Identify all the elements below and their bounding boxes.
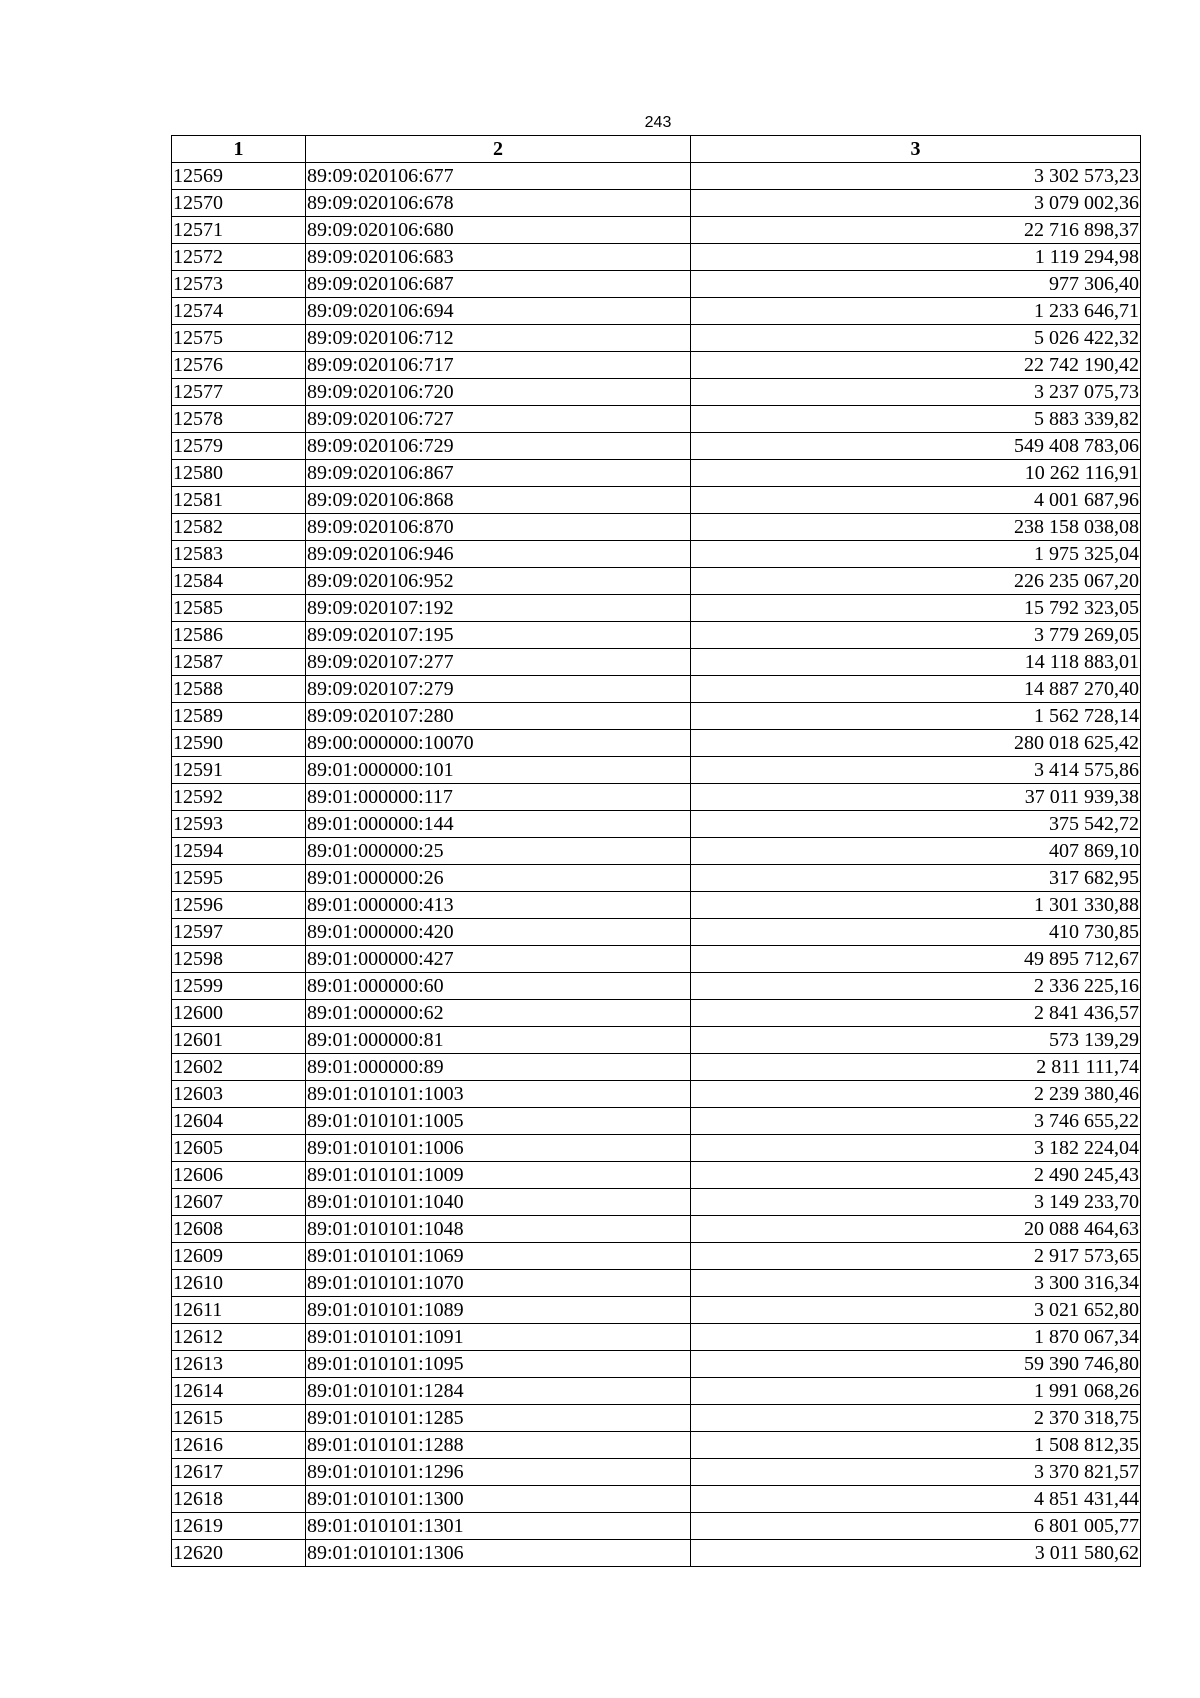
row-number-cell: 12580 (172, 460, 306, 487)
row-number-cell: 12603 (172, 1081, 306, 1108)
cadastral-value-cell: 3 370 821,57 (691, 1459, 1141, 1486)
table-row (172, 1324, 1141, 1351)
cadastral-value-cell: 22 716 898,37 (691, 217, 1141, 244)
table-row (172, 1027, 1141, 1054)
cadastral-number-cell: 89:01:000000:101 (306, 757, 691, 784)
table-row (172, 1459, 1141, 1486)
column-header-1: 1 (172, 136, 306, 163)
cadastral-value-cell: 2 336 225,16 (691, 973, 1141, 1000)
cadastral-number-cell: 89:09:020106:687 (306, 271, 691, 298)
cadastral-value-cell: 3 079 002,36 (691, 190, 1141, 217)
table-row (172, 865, 1141, 892)
cadastral-number-cell: 89:09:020106:867 (306, 460, 691, 487)
row-number-cell: 12587 (172, 649, 306, 676)
row-number-cell: 12620 (172, 1540, 306, 1567)
table-row (172, 919, 1141, 946)
cadastral-value-cell: 2 370 318,75 (691, 1405, 1141, 1432)
table-row (172, 784, 1141, 811)
table-row (172, 1540, 1141, 1567)
cadastral-number-cell: 89:09:020106:946 (306, 541, 691, 568)
cadastral-number-cell: 89:01:000000:89 (306, 1054, 691, 1081)
cadastral-value-cell: 573 139,29 (691, 1027, 1141, 1054)
cadastral-number-cell: 89:01:000000:413 (306, 892, 691, 919)
row-number-cell: 12599 (172, 973, 306, 1000)
cadastral-value-cell: 10 262 116,91 (691, 460, 1141, 487)
row-number-cell: 12612 (172, 1324, 306, 1351)
table-row (172, 379, 1141, 406)
cadastral-number-cell: 89:01:010101:1095 (306, 1351, 691, 1378)
table-row (172, 1378, 1141, 1405)
cadastral-number-cell: 89:01:010101:1306 (306, 1540, 691, 1567)
cadastral-number-cell: 89:01:000000:60 (306, 973, 691, 1000)
cadastral-value-cell: 317 682,95 (691, 865, 1141, 892)
cadastral-value-cell: 1 508 812,35 (691, 1432, 1141, 1459)
cadastral-value-cell: 5 026 422,32 (691, 325, 1141, 352)
table-row (172, 1405, 1141, 1432)
cadastral-number-cell: 89:09:020107:277 (306, 649, 691, 676)
table-row (172, 1189, 1141, 1216)
table-row (172, 811, 1141, 838)
table-row (172, 487, 1141, 514)
table-row (172, 649, 1141, 676)
row-number-cell: 12582 (172, 514, 306, 541)
cadastral-value-cell: 6 801 005,77 (691, 1513, 1141, 1540)
row-number-cell: 12584 (172, 568, 306, 595)
column-header-2: 2 (306, 136, 691, 163)
row-number-cell: 12606 (172, 1162, 306, 1189)
row-number-cell: 12613 (172, 1351, 306, 1378)
table-row (172, 946, 1141, 973)
row-number-cell: 12570 (172, 190, 306, 217)
cadastral-value-cell: 3 237 075,73 (691, 379, 1141, 406)
table-row (172, 325, 1141, 352)
row-number-cell: 12591 (172, 757, 306, 784)
cadastral-value-cell: 14 118 883,01 (691, 649, 1141, 676)
table-row (172, 514, 1141, 541)
cadastral-number-cell: 89:01:010101:1296 (306, 1459, 691, 1486)
cadastral-value-cell: 549 408 783,06 (691, 433, 1141, 460)
row-number-cell: 12611 (172, 1297, 306, 1324)
row-number-cell: 12610 (172, 1270, 306, 1297)
row-number-cell: 12572 (172, 244, 306, 271)
cadastral-number-cell: 89:01:010101:1005 (306, 1108, 691, 1135)
cadastral-value-cell: 3 302 573,23 (691, 163, 1141, 190)
cadastral-number-cell: 89:01:000000:26 (306, 865, 691, 892)
cadastral-number-cell: 89:09:020106:952 (306, 568, 691, 595)
table-row (172, 1162, 1141, 1189)
cadastral-value-cell: 1 562 728,14 (691, 703, 1141, 730)
cadastral-number-cell: 89:09:020107:195 (306, 622, 691, 649)
table-row (172, 352, 1141, 379)
row-number-cell: 12615 (172, 1405, 306, 1432)
cadastral-number-cell: 89:09:020107:279 (306, 676, 691, 703)
cadastral-value-cell: 407 869,10 (691, 838, 1141, 865)
cadastral-number-cell: 89:01:000000:144 (306, 811, 691, 838)
cadastral-value-cell: 2 841 436,57 (691, 1000, 1141, 1027)
row-number-cell: 12595 (172, 865, 306, 892)
cadastral-value-cell: 280 018 625,42 (691, 730, 1141, 757)
cadastral-value-cell: 2 239 380,46 (691, 1081, 1141, 1108)
table-row (172, 217, 1141, 244)
row-number-cell: 12614 (172, 1378, 306, 1405)
table-row (172, 1216, 1141, 1243)
row-number-cell: 12592 (172, 784, 306, 811)
cadastral-value-cell: 3 746 655,22 (691, 1108, 1141, 1135)
cadastral-number-cell: 89:09:020106:720 (306, 379, 691, 406)
table-row (172, 676, 1141, 703)
row-number-cell: 12593 (172, 811, 306, 838)
cadastral-number-cell: 89:09:020106:729 (306, 433, 691, 460)
cadastral-number-cell: 89:09:020106:694 (306, 298, 691, 325)
row-number-cell: 12594 (172, 838, 306, 865)
cadastral-value-cell: 22 742 190,42 (691, 352, 1141, 379)
cadastral-number-cell: 89:01:010101:1003 (306, 1081, 691, 1108)
row-number-cell: 12604 (172, 1108, 306, 1135)
cadastral-value-cell: 977 306,40 (691, 271, 1141, 298)
cadastral-value-cell: 2 490 245,43 (691, 1162, 1141, 1189)
table-row (172, 163, 1141, 190)
cadastral-number-cell: 89:01:010101:1300 (306, 1486, 691, 1513)
table-row (172, 622, 1141, 649)
cadastral-value-cell: 238 158 038,08 (691, 514, 1141, 541)
cadastral-number-cell: 89:01:010101:1048 (306, 1216, 691, 1243)
table-row (172, 595, 1141, 622)
cadastral-number-cell: 89:09:020106:678 (306, 190, 691, 217)
cadastral-value-cell: 1 975 325,04 (691, 541, 1141, 568)
row-number-cell: 12574 (172, 298, 306, 325)
cadastral-number-cell: 89:09:020106:868 (306, 487, 691, 514)
cadastral-number-cell: 89:01:000000:25 (306, 838, 691, 865)
table-row (172, 1054, 1141, 1081)
row-number-cell: 12576 (172, 352, 306, 379)
cadastral-number-cell: 89:09:020106:683 (306, 244, 691, 271)
row-number-cell: 12608 (172, 1216, 306, 1243)
row-number-cell: 12605 (172, 1135, 306, 1162)
cadastral-value-cell: 3 414 575,86 (691, 757, 1141, 784)
row-number-cell: 12588 (172, 676, 306, 703)
cadastral-value-cell: 15 792 323,05 (691, 595, 1141, 622)
cadastral-number-cell: 89:09:020106:717 (306, 352, 691, 379)
row-number-cell: 12596 (172, 892, 306, 919)
row-number-cell: 12583 (172, 541, 306, 568)
table-row (172, 703, 1141, 730)
row-number-cell: 12589 (172, 703, 306, 730)
row-number-cell: 12575 (172, 325, 306, 352)
table-row (172, 757, 1141, 784)
cadastral-number-cell: 89:09:020107:192 (306, 595, 691, 622)
table-row (172, 1000, 1141, 1027)
table-row (172, 298, 1141, 325)
row-number-cell: 12616 (172, 1432, 306, 1459)
row-number-cell: 12571 (172, 217, 306, 244)
row-number-cell: 12601 (172, 1027, 306, 1054)
row-number-cell: 12617 (172, 1459, 306, 1486)
row-number-cell: 12609 (172, 1243, 306, 1270)
cadastral-value-cell: 1 119 294,98 (691, 244, 1141, 271)
row-number-cell: 12619 (172, 1513, 306, 1540)
cadastral-value-cell: 1 870 067,34 (691, 1324, 1141, 1351)
row-number-cell: 12569 (172, 163, 306, 190)
cadastral-value-cell: 4 001 687,96 (691, 487, 1141, 514)
cadastral-value-cell: 1 991 068,26 (691, 1378, 1141, 1405)
table-row (172, 244, 1141, 271)
row-number-cell: 12590 (172, 730, 306, 757)
cadastral-number-cell: 89:01:000000:117 (306, 784, 691, 811)
table-row (172, 892, 1141, 919)
page-number: 243 (644, 114, 672, 131)
table-row (172, 1513, 1141, 1540)
cadastral-value-cell: 3 300 316,34 (691, 1270, 1141, 1297)
cadastral-number-cell: 89:00:000000:10070 (306, 730, 691, 757)
table-row (172, 973, 1141, 1000)
cadastral-number-cell: 89:09:020106:727 (306, 406, 691, 433)
cadastral-value-cell: 5 883 339,82 (691, 406, 1141, 433)
table-row (172, 1486, 1141, 1513)
table-row (172, 1297, 1141, 1324)
cadastral-value-cell: 3 149 233,70 (691, 1189, 1141, 1216)
cadastral-number-cell: 89:01:010101:1284 (306, 1378, 691, 1405)
cadastral-number-cell: 89:01:010101:1285 (306, 1405, 691, 1432)
cadastral-value-cell: 1 233 646,71 (691, 298, 1141, 325)
table-row (172, 1351, 1141, 1378)
table-row (172, 568, 1141, 595)
cadastral-number-cell: 89:01:010101:1301 (306, 1513, 691, 1540)
cadastral-value-cell: 410 730,85 (691, 919, 1141, 946)
cadastral-value-cell: 1 301 330,88 (691, 892, 1141, 919)
cadastral-value-cell: 14 887 270,40 (691, 676, 1141, 703)
cadastral-number-cell: 89:09:020106:712 (306, 325, 691, 352)
row-number-cell: 12602 (172, 1054, 306, 1081)
row-number-cell: 12607 (172, 1189, 306, 1216)
table-row (172, 433, 1141, 460)
table-header-row (172, 136, 1141, 163)
cadastral-value-table (171, 135, 1141, 1567)
table-row (172, 271, 1141, 298)
cadastral-value-cell: 3 021 652,80 (691, 1297, 1141, 1324)
row-number-cell: 12597 (172, 919, 306, 946)
cadastral-number-cell: 89:01:010101:1091 (306, 1324, 691, 1351)
table-row (172, 1081, 1141, 1108)
cadastral-value-cell: 49 895 712,67 (691, 946, 1141, 973)
table-row (172, 730, 1141, 757)
row-number-cell: 12586 (172, 622, 306, 649)
cadastral-value-cell: 59 390 746,80 (691, 1351, 1141, 1378)
cadastral-number-cell: 89:09:020106:680 (306, 217, 691, 244)
cadastral-number-cell: 89:01:010101:1288 (306, 1432, 691, 1459)
row-number-cell: 12579 (172, 433, 306, 460)
table-body (172, 163, 1141, 1567)
cadastral-number-cell: 89:01:010101:1070 (306, 1270, 691, 1297)
table-row (172, 541, 1141, 568)
cadastral-number-cell: 89:01:000000:81 (306, 1027, 691, 1054)
cadastral-value-cell: 2 811 111,74 (691, 1054, 1141, 1081)
table-row (172, 406, 1141, 433)
table-row (172, 1108, 1141, 1135)
row-number-cell: 12578 (172, 406, 306, 433)
table-row (172, 838, 1141, 865)
row-number-cell: 12581 (172, 487, 306, 514)
cadastral-number-cell: 89:09:020107:280 (306, 703, 691, 730)
cadastral-value-cell: 37 011 939,38 (691, 784, 1141, 811)
cadastral-value-cell: 20 088 464,63 (691, 1216, 1141, 1243)
cadastral-value-cell: 3 779 269,05 (691, 622, 1141, 649)
row-number-cell: 12598 (172, 946, 306, 973)
cadastral-number-cell: 89:01:000000:420 (306, 919, 691, 946)
table-row (172, 190, 1141, 217)
cadastral-value-cell: 4 851 431,44 (691, 1486, 1141, 1513)
cadastral-number-cell: 89:01:010101:1089 (306, 1297, 691, 1324)
column-header-3: 3 (691, 136, 1141, 163)
cadastral-number-cell: 89:09:020106:677 (306, 163, 691, 190)
cadastral-number-cell: 89:01:010101:1069 (306, 1243, 691, 1270)
cadastral-number-cell: 89:01:000000:427 (306, 946, 691, 973)
cadastral-value-cell: 226 235 067,20 (691, 568, 1141, 595)
row-number-cell: 12577 (172, 379, 306, 406)
cadastral-value-cell: 2 917 573,65 (691, 1243, 1141, 1270)
table-row (172, 460, 1141, 487)
row-number-cell: 12573 (172, 271, 306, 298)
table-row (172, 1243, 1141, 1270)
cadastral-number-cell: 89:09:020106:870 (306, 514, 691, 541)
row-number-cell: 12585 (172, 595, 306, 622)
table-row (172, 1135, 1141, 1162)
row-number-cell: 12618 (172, 1486, 306, 1513)
table-row (172, 1270, 1141, 1297)
table-row (172, 1432, 1141, 1459)
cadastral-number-cell: 89:01:000000:62 (306, 1000, 691, 1027)
cadastral-value-cell: 3 182 224,04 (691, 1135, 1141, 1162)
cadastral-value-cell: 3 011 580,62 (691, 1540, 1141, 1567)
row-number-cell: 12600 (172, 1000, 306, 1027)
cadastral-number-cell: 89:01:010101:1006 (306, 1135, 691, 1162)
cadastral-number-cell: 89:01:010101:1040 (306, 1189, 691, 1216)
cadastral-number-cell: 89:01:010101:1009 (306, 1162, 691, 1189)
cadastral-value-cell: 375 542,72 (691, 811, 1141, 838)
